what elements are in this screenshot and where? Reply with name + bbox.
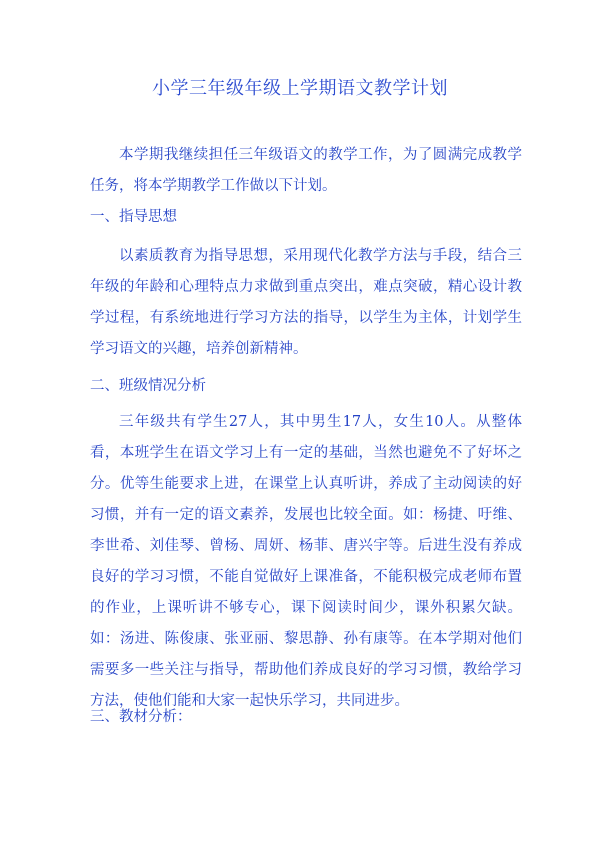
document-title: 小学三年级年级上学期语文教学计划 [152, 78, 448, 99]
section-heading-textbook-analysis: 三、教材分析： [90, 709, 192, 725]
section-heading-class-analysis: 二、班级情况分析 [90, 378, 206, 394]
intro-paragraph: 本学期我继续担任三年级语文的教学工作，为了圆满完成教学任务，将本学期教学工作做以下计划。 [90, 147, 522, 194]
section-body-class-analysis: 三年级共有学生27人，其中男生17人，女生10人。从整体看，本班学生在语文学习上有一定的基础，当然也避免不了好坏之分。优等生能要求上进，在课堂上认真听讲，养成了主动阅读的好习惯，并有一定的语文素养，发展也比较全面。如：杨捷、吁维、李世希、刘佳琴、曾杨、周妍、杨菲、唐兴宇等。后进生没有养成良好的学习习惯，不能自觉做好上课准备，不能积极完成老师布置的作业，上课听讲不够专心，课下阅读时间少，课外积累欠缺。如：汤进、陈俊康、张亚丽、黎思静、孙有康等。在本学期对他们需要多一些关注与指导，帮助他们养成良好的学习习惯，教给学习方法，使他们能和大家一起快乐学习，共同进步。 [90, 414, 522, 709]
section-heading-guiding-ideology: 一、指导思想 [90, 209, 177, 225]
section-body-guiding-ideology: 以素质教育为指导思想，采用现代化教学方法与手段，结合三年级的年龄和心理特点力求做到重点突出，难点突破，精心设计教学过程，有系统地进行学习方法的指导，以学生为主体，计划学生学习语文的兴趣，培养创新精神。 [90, 248, 522, 357]
